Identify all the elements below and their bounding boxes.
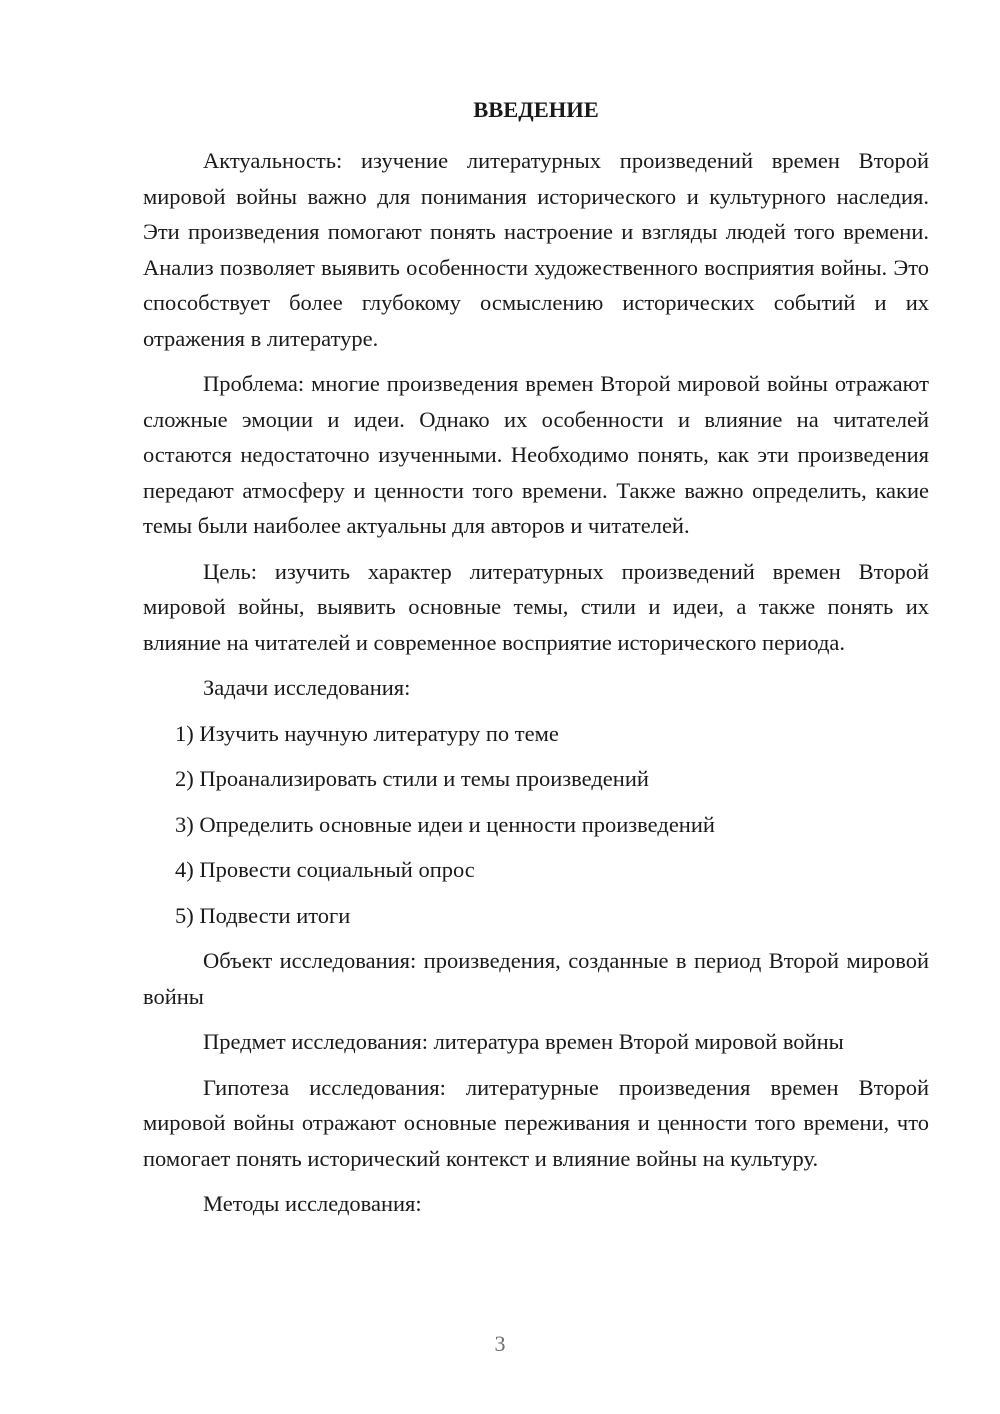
page-number: 3	[494, 1331, 506, 1356]
methods-heading: Методы исследования:	[203, 1191, 422, 1216]
tasks-heading: Задачи исследования:	[203, 675, 411, 700]
subject-paragraph: Предмет исследования: литература времен Второй мировой войны	[203, 1029, 844, 1054]
task-item-1: 1) Изучить научную литературу по теме	[175, 720, 559, 746]
tasks-list	[143, 716, 929, 934]
task-item-4: 4) Провести социальный опрос	[175, 857, 475, 882]
relevance-paragraph: Актуальность: изучение литературных произведений времен Второй мировой войны важно для понимания исторического и культурного наследия. Эти произведения помогают понять настроение и взгляды людей того времени. Анализ позволяет выявить особенности художественного восприятия войны. Это способствует более глубокому осмыслению исторических событий и их отражения в литературе.	[143, 148, 929, 351]
hypothesis-paragraph: Гипотеза исследования: литературные произведения времен Второй мировой войны отражают основные переживания и ценности того времени, что помогает понять исторический контекст и влияние войны на культуру.	[143, 1074, 929, 1171]
document-page	[143, 92, 929, 1232]
task-item-2: 2) Проанализировать стили и темы произведений	[175, 766, 649, 791]
document-title: ВВЕДЕНИЕ	[473, 97, 599, 122]
task-item-3: 3) Определить основные идеи и ценности произведений	[175, 811, 715, 837]
object-paragraph: Объект исследования: произведения, созданные в период Второй мировой войны	[143, 948, 929, 1009]
task-item-5: 5) Подвести итоги	[175, 902, 351, 928]
problem-paragraph: Проблема: многие произведения времен Второй мировой войны отражают сложные эмоции и идеи. Однако их особенности и влияние на читателей остаются недостаточно изученными. Необходимо понять, как эти произведения передают атмосферу и ценности того времени. Также важно определить, какие темы были наиболее актуальны для авторов и читателей.	[143, 371, 929, 538]
goal-paragraph: Цель: изучить характер литературных произведений времен Второй мировой войны, выявить основные темы, стили и идеи, а также понять их влияние на читателей и современное восприятие исторического периода.	[143, 558, 929, 655]
